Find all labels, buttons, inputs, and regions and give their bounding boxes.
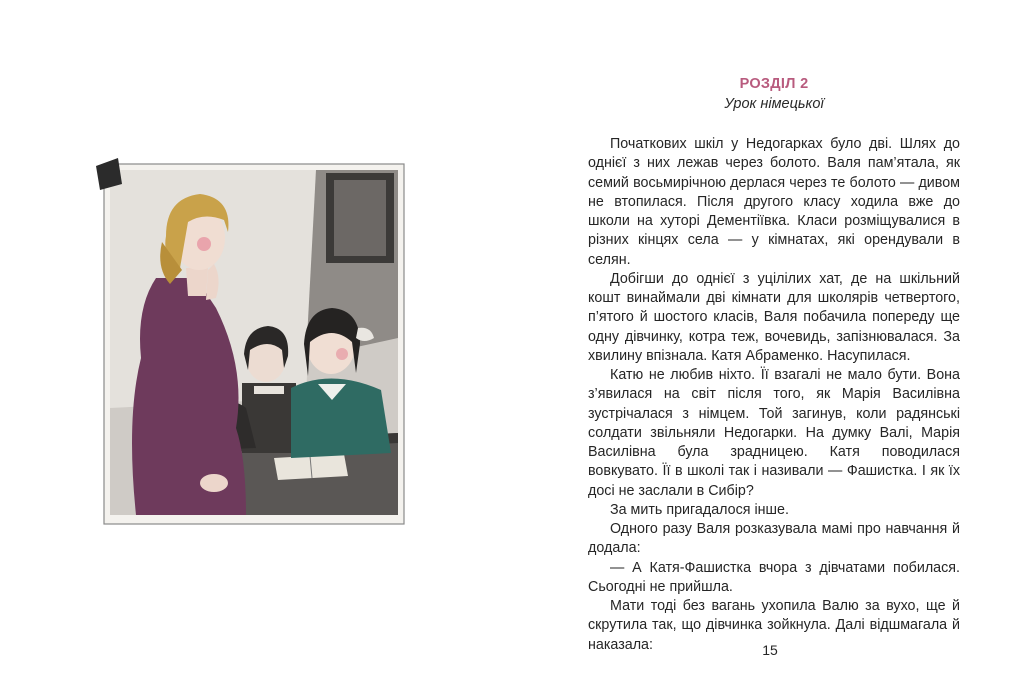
paragraph: Добігши до однієї з уцілілих хат, де на шкільний кошт винаймали дві кімнати для школярів четвертого, п’ятого й шостого класів, Валя побачила попереду ще одну дівчинку, котра теж, вочевидь, запізнювалася. За хвилину впізнала. Катя Абраменко. Насупилася. [588, 270, 960, 364]
illustration-photo [96, 158, 411, 530]
paragraph: За мить пригадалося інше. [610, 501, 789, 518]
page-number: 15 [762, 642, 778, 658]
paragraph: Катю не любив ніхто. Її взагалі не мало бути. Вона з’явилася на світ після того, як Марія Василівна зустрічалася з німцем. Той загинув, коли радянські солдати звільняли Недогарки. На думку Валі, Марія Василівна була зрадницею. Катя поводилася вовкувато. Її в школі так і називали — Фашистка. І як їх досі не заслали в Сибір? [588, 367, 960, 499]
paragraph: Одного разу Валя розказувала мамі про навчання й додала: [588, 521, 960, 557]
paragraph: — А Катя-Фашистка вчора з дівчатами побилася. Сьогодні не прийшла. [588, 559, 960, 595]
paragraph: Початкових шкіл у Недогарках було дві. Шлях до однієї з них лежав через болото. Валя пам’ятала, як семий восьмирічною дерлася через те болото — дивом не втопилася. Після другого класу ходила вже до школи на хуторі Дементіївка. Класи розміщувалися в різних кінцях села — у кімнатах, які орендували в селян. [588, 136, 960, 268]
chapter-body [588, 135, 960, 655]
chapter-label: РОЗДІЛ 2 [739, 76, 809, 92]
chapter-title: Урок німецької [724, 96, 824, 112]
paragraph: Мати тоді без вагань ухопила Валю за вухо, ще й скрутила так, що дівчинка зойкнула. Далі відшмагала й наказала: [588, 598, 960, 653]
